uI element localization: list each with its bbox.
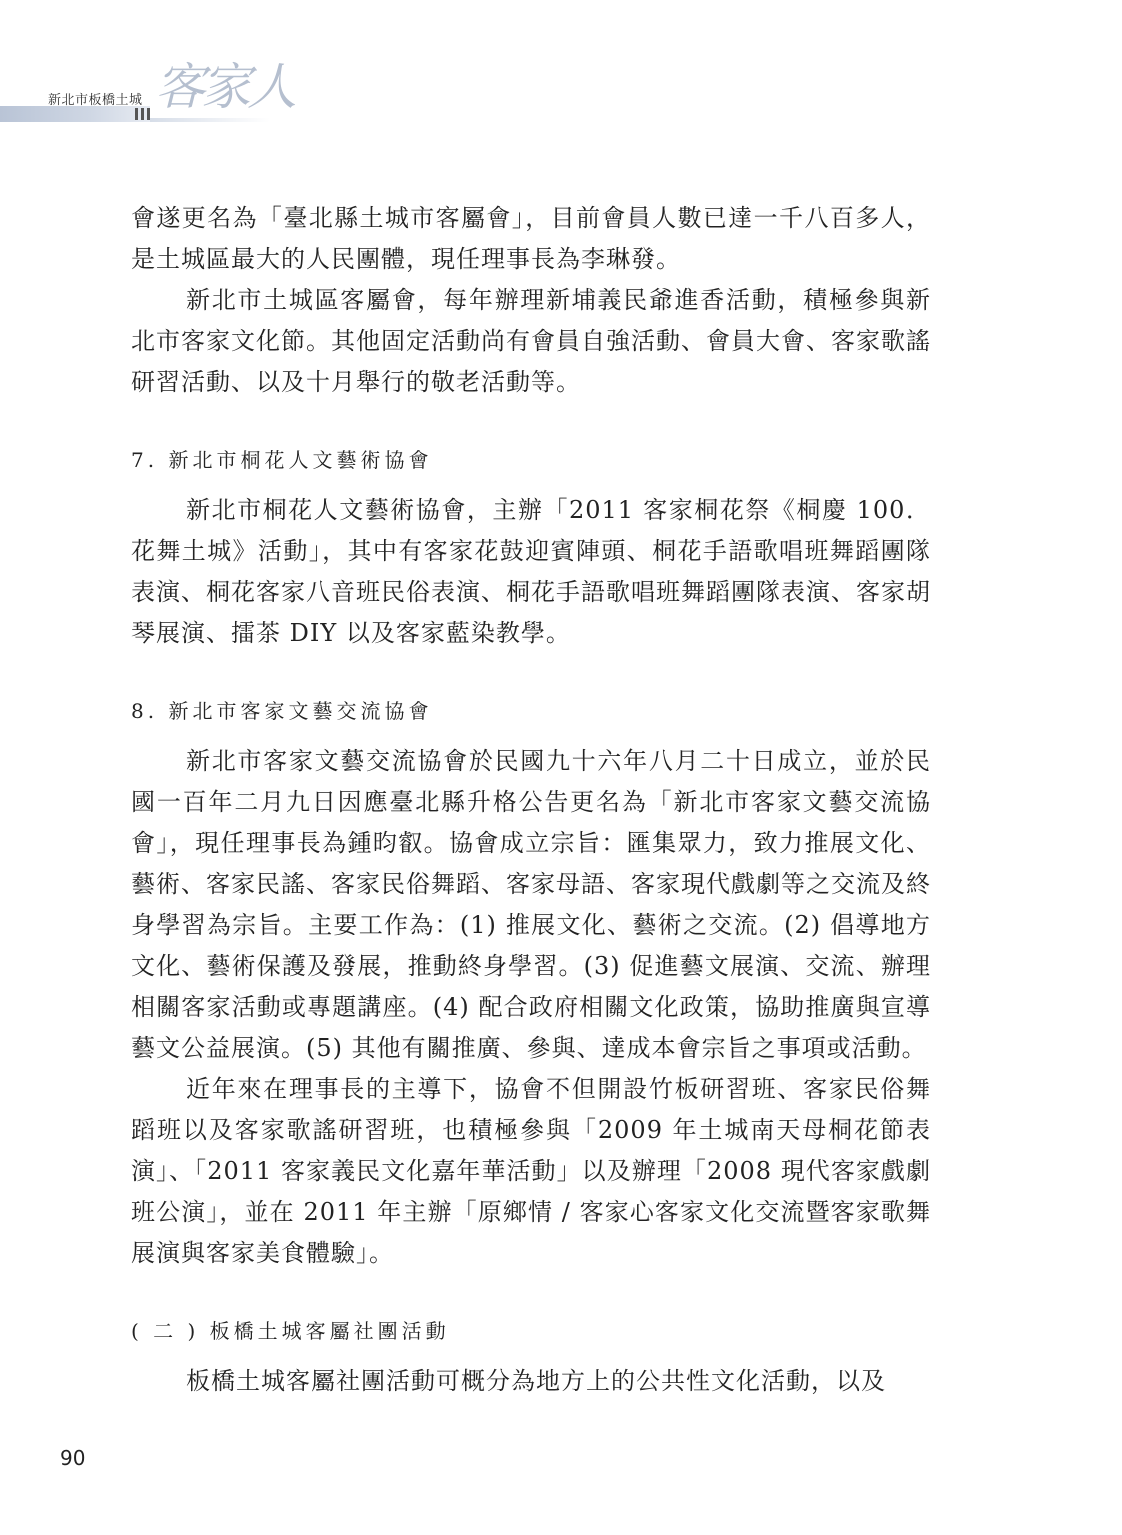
header-subtitle: 新北市板橋土城 bbox=[48, 93, 143, 108]
header-band-fade bbox=[150, 118, 270, 122]
page-number: 90 bbox=[60, 1446, 86, 1470]
header-bars-decoration bbox=[133, 108, 155, 120]
section-heading-2: ( 二 ) 板橋土城客屬社團活動 bbox=[131, 1319, 450, 1343]
section-heading-8: 8. 新北市客家文藝交流協會 bbox=[131, 699, 433, 723]
page-content bbox=[131, 198, 931, 1402]
header-logo: 客家人 bbox=[155, 58, 293, 116]
header-band bbox=[0, 106, 150, 122]
paragraph-5: 近年來在理事長的主導下，協會不但開設竹板研習班、客家民俗舞蹈班以及客家歌謠研習班，也積極參與「2009 年土城南天母桐花節表演」、「2011 客家義民文化嘉年華活動」以及辦理「2008 現代客家戲劇班公演」，並在 2011 年主辦「原鄉情 / 客家心客家文化交流暨客家歌舞展演與客家美食體驗」。 bbox=[131, 1075, 931, 1267]
section-heading-7: 7. 新北市桐花人文藝術協會 bbox=[131, 448, 433, 472]
paragraph-4: 新北市客家文藝交流協會於民國九十六年八月二十日成立，並於民國一百年二月九日因應臺北縣升格公告更名為「新北市客家文藝交流協會」，現任理事長為鍾昀叡。協會成立宗旨：匯集眾力，致力推展文化、藝術、客家民謠、客家民俗舞蹈、客家母語、客家現代戲劇等之交流及終身學習為宗旨。主要工作為：(1) 推展文化、藝術之交流。(2) 倡導地方文化、藝術保護及發展，推動終身學習。(3) 促進藝文展演、交流、辦理相關客家活動或專題講座。(4) 配合政府相關文化政策，協助推廣與宣導藝文公益展演。(5) 其他有關推廣、參與、達成本會宗旨之事項或活動。 bbox=[131, 747, 931, 1062]
paragraph-3: 新北市桐花人文藝術協會，主辦「2011 客家桐花祭《桐慶 100．花舞土城》活動」，其中有客家花鼓迎賓陣頭、桐花手語歌唱班舞蹈團隊表演、桐花客家八音班民俗表演、桐花手語歌唱班舞蹈團隊表演、客家胡琴展演、擂茶 DIY 以及客家藍染教學。 bbox=[131, 496, 931, 647]
paragraph-1: 會遂更名為「臺北縣土城市客屬會」，目前會員人數已達一千八百多人，是土城區最大的人民團體，現任理事長為李琳發。 bbox=[131, 204, 931, 273]
paragraph-6: 板橋土城客屬社團活動可概分為地方上的公共性文化活動，以及 bbox=[186, 1367, 886, 1395]
paragraph-2: 新北市土城區客屬會，每年辦理新埔義民爺進香活動，積極參與新北市客家文化節。其他固定活動尚有會員自強活動、會員大會、客家歌謠研習活動、以及十月舉行的敬老活動等。 bbox=[131, 286, 931, 396]
